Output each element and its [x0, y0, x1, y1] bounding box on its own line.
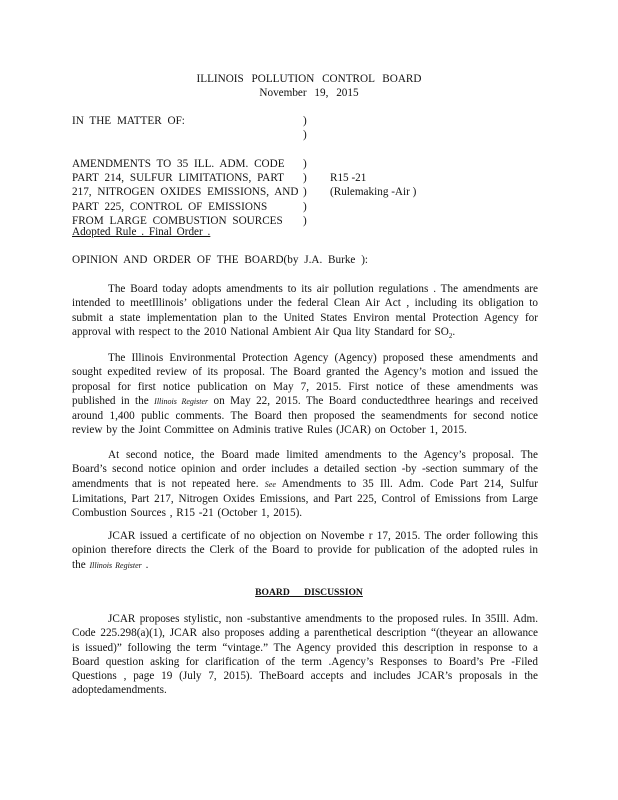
- caption-paren: ): [303, 186, 307, 199]
- paragraph-5-text: JCAR proposes stylistic, non -substantive amendments to the proposed rules. In 35Ill. Adm. Code 225.298(a)(1), JCAR also proposes adding a parenthetical description “(theyear an allowance is issued)” following the term “vintage.” The Agency provided this description in response to a Board question asking for clarification of the term .Agency’s Responses to Board’s Pre -Filed Questions , page 19 (July 7, 2015). TheBoard accepts and includes JCAR’s proposals in the adoptedamendments.: [72, 613, 538, 697]
- paragraph-2-before: The Illinois Environmental Protection Agency (Agency) proposed these amendments and sought expedited review of its proposal. The Board granted the Agency’s motion and issued the proposal for first notice publication on May 7, 2015. First notice of these amendments was published in the: [72, 352, 538, 407]
- caption-row: [72, 200, 472, 214]
- caption-left: AMENDMENTS TO 35 ILL. ADM. CODE: [72, 157, 285, 170]
- subscript-2: 2: [448, 332, 453, 341]
- paragraph-4: [72, 529, 538, 573]
- agency-name: ILLINOIS POLLUTION CONTROL BOARD: [196, 73, 422, 85]
- document-header: [0, 72, 618, 101]
- caption-paren: ): [303, 215, 307, 228]
- case-caption: [72, 114, 472, 228]
- caption-left: 217, NITROGEN OXIDES EMISSIONS, AND: [72, 186, 299, 199]
- paragraph-1-end: .: [452, 325, 456, 338]
- caption-row: [72, 114, 472, 128]
- paragraph-3-before: At second notice, the Board made limited amendments to the Agency’s proposal. The Board’s second notice opinion and order includes a detailed section -by -section summary of the amendments that is not repeated here.: [72, 449, 538, 490]
- paragraph-5: [72, 612, 538, 698]
- paragraph-2: [72, 351, 538, 438]
- caption-left: PART 225, CONTROL OF EMISSIONS: [72, 200, 268, 213]
- caption-row: [72, 185, 472, 199]
- caption-paren: ): [303, 200, 307, 213]
- paragraph-1: [72, 282, 538, 343]
- paragraph-3-after: Amendments to 35 Ill. Adm. Code Part 214, Sulfur Limitations, Part 217, Nitrogen Oxides Emissions, and Part 225, Control of Emissions from Large Combustion Sources , R15 -21 (October 1, 2015).: [72, 477, 538, 520]
- see-signal: See: [264, 479, 276, 489]
- docket-type: (Rulemaking -Air ): [330, 186, 417, 199]
- caption-paren: ): [303, 157, 307, 170]
- illinois-register-ref: Illinois Register: [154, 396, 209, 406]
- paragraph-4-before: JCAR issued a certificate of no objection on Novembe r 17, 2015. The order following this opinion therefore directs the Clerk of the Board to provide for publication of the adopted rules in the: [72, 530, 538, 571]
- paragraph-1-text: The Board today adopts amendments to its air pollution regulations . The amendments are intended to meetIllinois’ obligations under the federal Clean Air Act , including its obligation to submit a state implementation plan to the United States Environ mental Protection Agency for approval with respect to the 2010 National Ambient Air Qua lity Standard for SO: [72, 283, 538, 338]
- section-title-board-discussion: BOARD DISCUSSION: [255, 587, 363, 598]
- paragraph-3: [72, 448, 538, 520]
- illinois-register-ref: Illinois Register: [89, 560, 142, 570]
- caption-left: PART 214, SULFUR LIMITATIONS, PART: [72, 172, 284, 185]
- caption-paren: ): [303, 172, 307, 185]
- caption-left: FROM LARGE COMBUSTION SOURCES: [72, 215, 283, 228]
- docket-number: R15 -21: [330, 172, 367, 185]
- paragraph-2-after: on May 22, 2015. The Board conductedthree hearings and received around 1,400 public comments. The Board then proposed the seamendments for second notice review by the Joint Committee on Adminis trative Rules (JCAR) on October 1, 2015.: [72, 394, 539, 437]
- caption-row: [72, 157, 472, 171]
- caption-row: [72, 128, 472, 142]
- caption-paren: ): [303, 129, 307, 142]
- caption-left: IN THE MATTER OF:: [72, 115, 185, 127]
- paragraph-4-after: .: [141, 558, 149, 571]
- adopted-rule-heading: Adopted Rule . Final Order .: [72, 226, 211, 238]
- caption-row: [72, 171, 472, 185]
- caption-paren: ): [303, 115, 307, 127]
- opinion-heading: OPINION AND ORDER OF THE BOARD(by J.A. Burke ):: [72, 254, 369, 266]
- document-date: November 19, 2015: [259, 87, 359, 100]
